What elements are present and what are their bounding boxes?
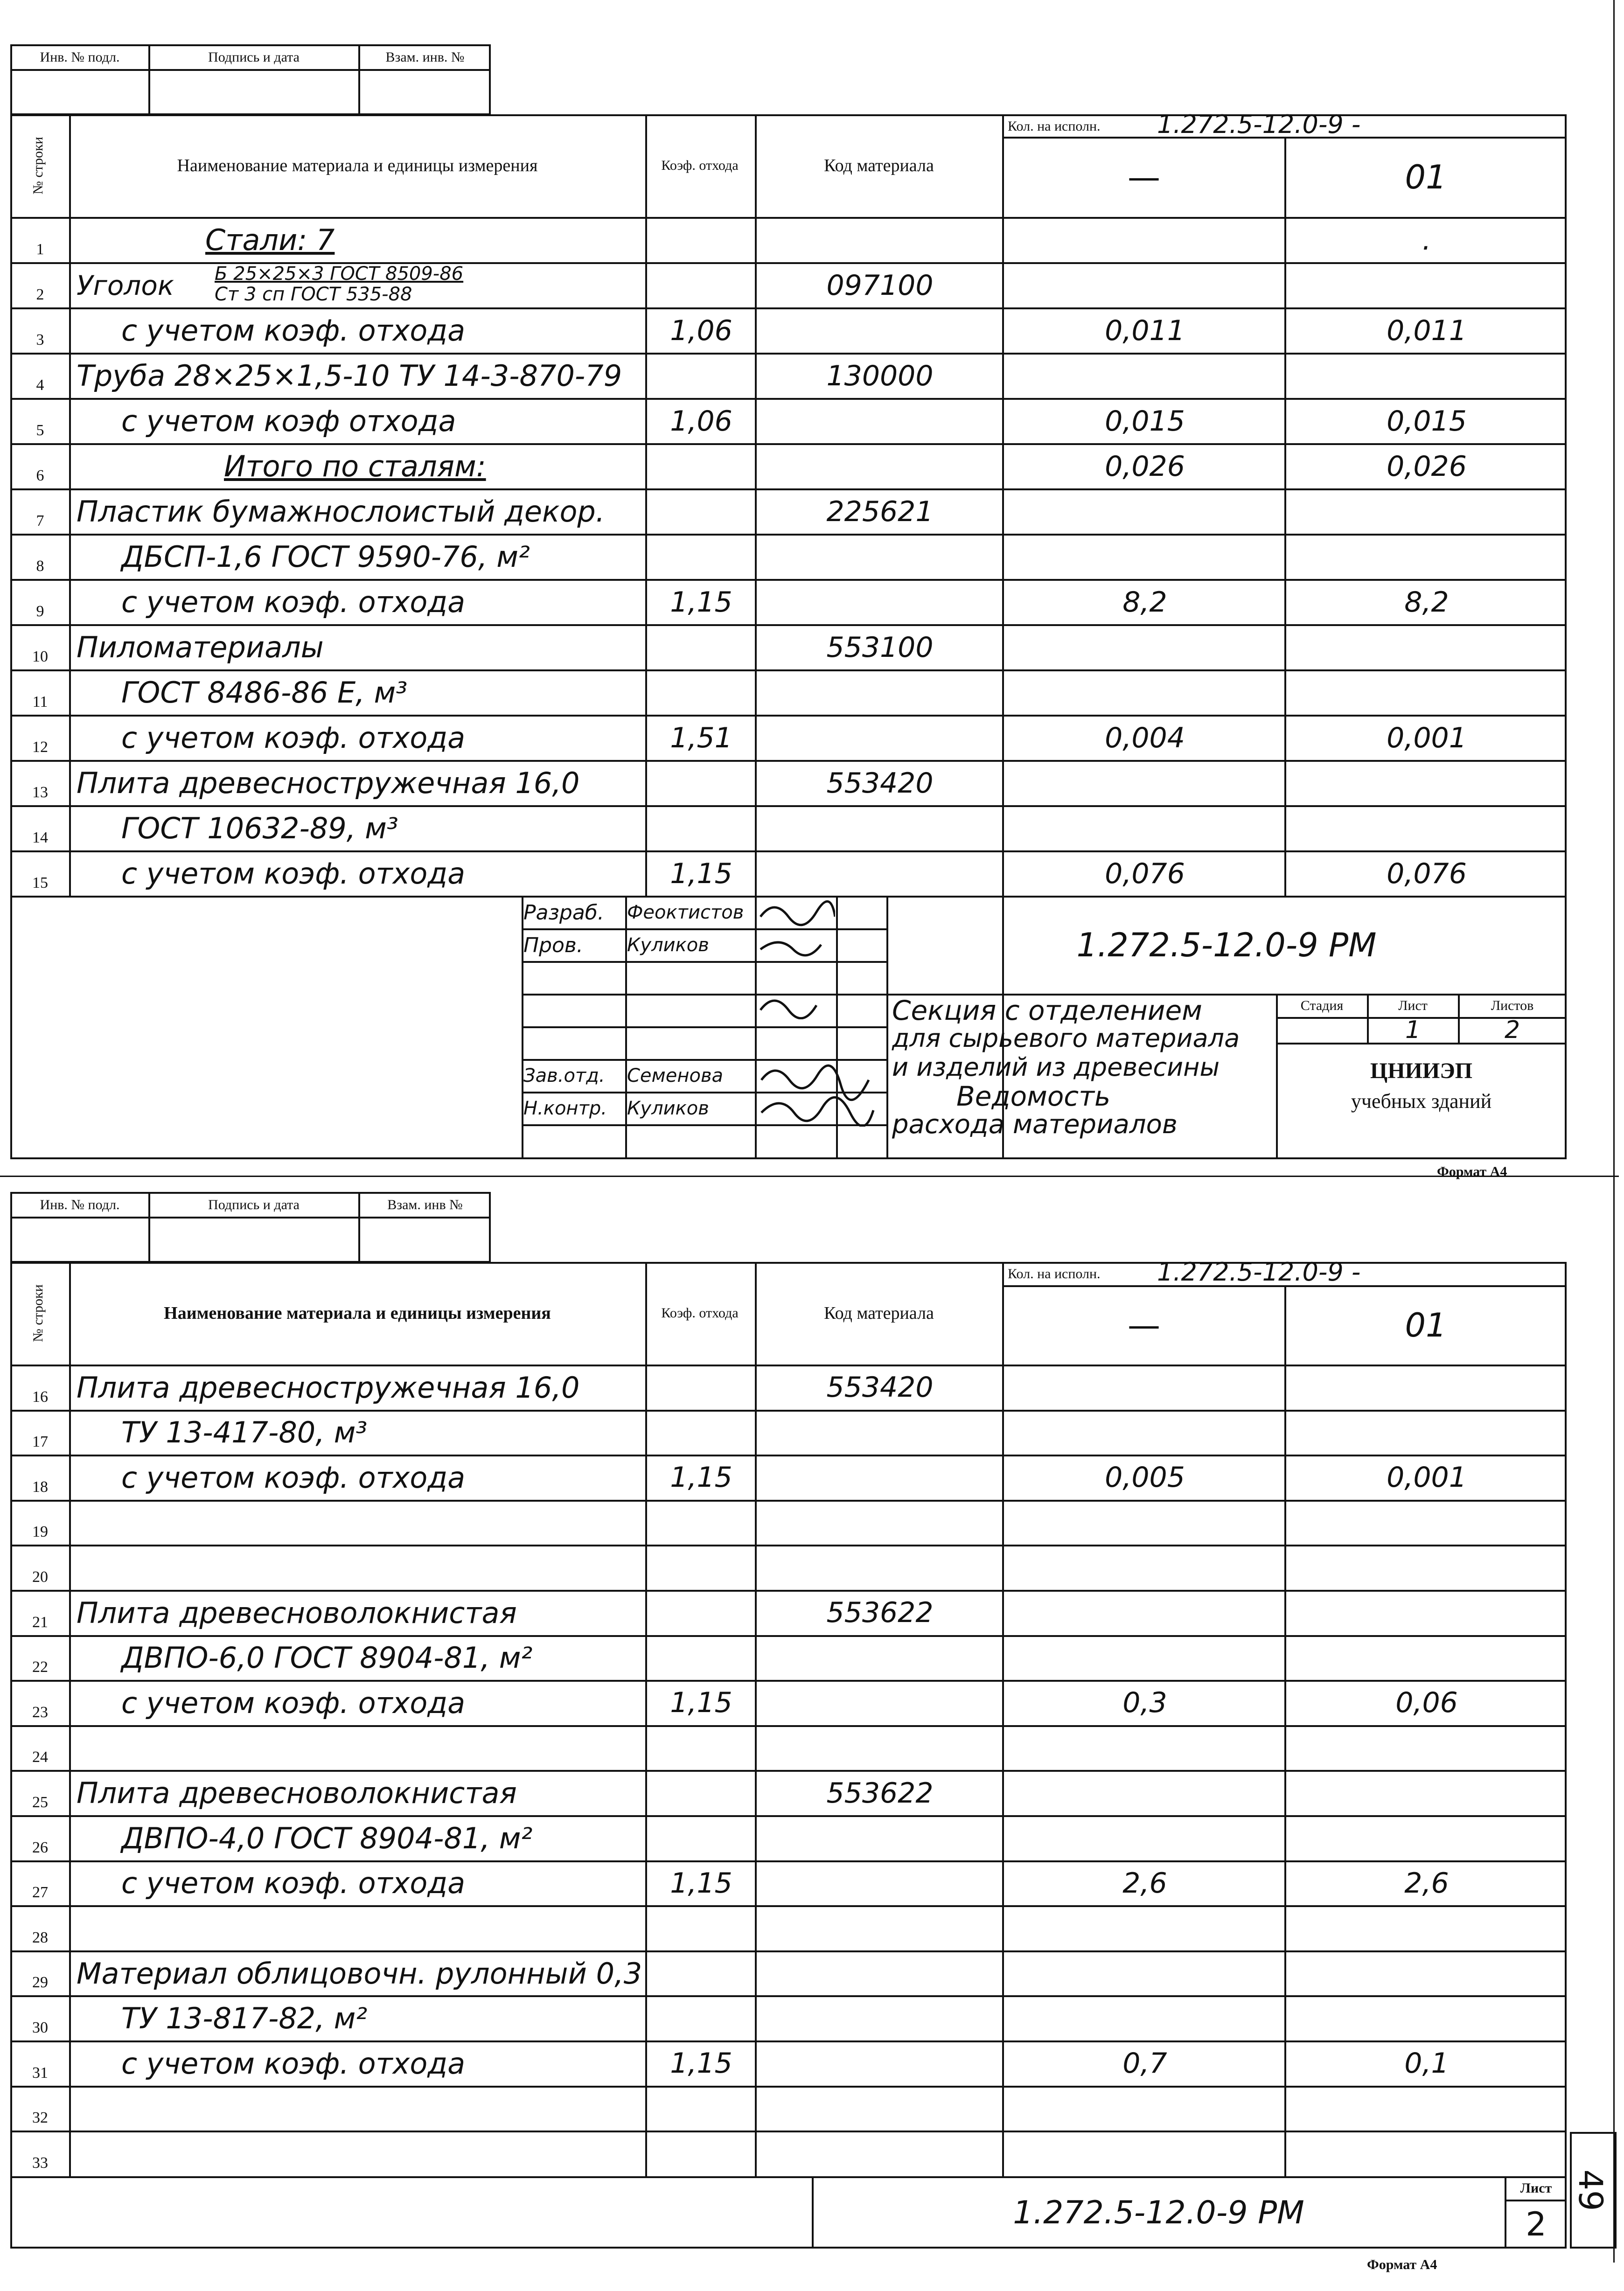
row-number: 14 [32,829,48,846]
material-code [759,536,1001,578]
waste-coefficient [648,1637,754,1679]
row-number: 23 [32,1703,48,1721]
material-name: Плита древесноволокнистая [77,1776,517,1811]
waste-coefficient [648,490,754,533]
row-number: 26 [32,1838,48,1856]
quantity-variant-01: 0,011 [1387,314,1467,347]
quantity-variant-dash: 2,6 [1122,1866,1167,1900]
title-doc-code: 1.272.5-12.0-9 РМ [1076,926,1377,964]
footer-doc-code: 1.272.5-12.0-9 РМ [1013,2194,1304,2231]
row-number: 31 [32,2064,48,2082]
waste-coefficient: 1,15 [670,2047,732,2080]
quantity-variant-dash: 0,015 [1105,404,1185,438]
header-coef: Коэф. отхода [661,158,739,173]
quantity-variant-dash [1006,1952,1284,1995]
material-name: с учетом коэф. отхода [121,857,466,891]
waste-coefficient: 1,15 [670,857,732,890]
material-code: 130000 [826,359,934,392]
quantity-variant-01 [1288,626,1565,668]
row-number: 12 [32,738,48,756]
row-number: 25 [32,1793,48,1811]
zav-label: Зав.отд. [523,1065,605,1086]
title-desc-3: и изделий из древесины [892,1052,1220,1082]
material-name: Пиломатериалы [77,630,324,664]
quantity-variant-dash [1006,807,1284,850]
quantity-variant-01 [1288,536,1565,578]
quantity-variant-01 [1288,1772,1565,1814]
material-name [75,2088,644,2130]
header-qty-label: Кол. на исполн. [1008,118,1101,134]
razrab-name: Феоктистов [627,902,744,923]
waste-coefficient [648,1546,754,1589]
quantity-variant-01 [1288,807,1565,850]
waste-coefficient [648,1412,754,1454]
quantity-variant-dash [1006,1366,1284,1409]
material-code [759,1546,1001,1589]
row-number: 1 [36,241,44,258]
material-name: с учетом коэф. отхода [121,2046,466,2081]
material-code: 553622 [826,1596,934,1629]
quantity-variant-01: 8,2 [1404,585,1449,619]
quantity-variant-dash [1006,1502,1284,1544]
material-name [75,1727,644,1769]
quantity-variant-dash: 0,026 [1105,450,1185,483]
header-code: Код материала [824,156,934,175]
waste-coefficient [648,536,754,578]
title-desc-5: расхода материалов [892,1109,1178,1140]
material-code: 553622 [826,1776,934,1810]
row-number: 7 [36,512,44,529]
quantity-variant-01: 0,001 [1387,1461,1467,1494]
header-coef-2: Коэф. отхода [661,1305,739,1321]
material-code [759,2088,1001,2130]
row-number: 27 [32,1884,48,1901]
header-qty-code-2: 1.272.5-12.0-9 - [1157,1257,1361,1287]
quantity-variant-dash [1006,1907,1284,1950]
material-name [75,1502,644,1544]
quantity-variant-dash: 0,076 [1105,857,1185,890]
material-name: с учетом коэф отхода [121,404,456,438]
material-code [759,1952,1001,1995]
stage-label: Стадия [1300,998,1344,1013]
material-code [759,581,1001,623]
prov-label: Пров. [523,933,583,957]
sheet-separator [0,1176,1619,1177]
quantity-variant-dash: 0,3 [1122,1686,1167,1720]
zav-name: Семенова [627,1065,724,1086]
material-code [759,2042,1001,2085]
waste-coefficient [648,2088,754,2130]
waste-coefficient [648,1952,754,1995]
quantity-variant-01 [1288,264,1565,306]
waste-coefficient: 1,06 [670,314,732,347]
format-label-1: Формат А4 [1437,1164,1507,1179]
quantity-variant-dash [1006,490,1284,533]
quantity-variant-01 [1288,1907,1565,1950]
row-number: 28 [32,1929,48,1946]
quantity-variant-01: 0,026 [1387,450,1467,483]
material-code [759,1637,1001,1679]
quantity-variant-01 [1288,671,1565,714]
quantity-variant-dash [1006,536,1284,578]
quantity-variant-01 [1288,1366,1565,1409]
material-code [759,1862,1001,1905]
sheet-label: Лист [1398,998,1428,1013]
stamp-vzam-label: Взам. инв. № [385,49,465,65]
waste-coefficient [648,762,754,804]
quantity-variant-dash: 0,005 [1105,1461,1185,1494]
row-number: 18 [32,1478,48,1496]
title-desc-1: Секция с отделением [892,995,1202,1026]
row-number: 17 [32,1433,48,1451]
waste-coefficient [648,1772,754,1814]
material-code [759,1502,1001,1544]
material-code [759,400,1001,442]
row-number: 16 [32,1388,48,1406]
material-code: 225621 [826,495,934,528]
stamp-inv-label: Инв. № подл. [40,49,120,65]
material-name: ТУ 13-417-80, м³ [121,1415,368,1450]
row-number: 2 [36,286,44,303]
material-name: Уголок [77,269,174,301]
waste-coefficient [648,1817,754,1859]
material-name: Плита древесностружечная 16,0 [77,766,580,800]
waste-coefficient [648,264,754,306]
stamp-sign-label: Подпись и дата [208,49,300,65]
row-number: 5 [36,422,44,439]
quantity-variant-01 [1288,2088,1565,2130]
quantity-variant-dash [1006,219,1284,261]
material-code [759,445,1001,487]
quantity-variant-01 [1288,490,1565,533]
waste-coefficient [648,355,754,397]
row-number: 11 [32,693,48,710]
quantity-variant-dash [1006,2088,1284,2130]
waste-coefficient [648,807,754,850]
quantity-variant-01 [1288,355,1565,397]
material-name: ТУ 13-817-82, м² [121,2001,368,2036]
quantity-variant-01: . [1422,223,1431,257]
quantity-variant-01: 2,6 [1404,1866,1449,1900]
waste-coefficient [648,2132,754,2175]
header-name: Наименование материала и единицы измерения [177,156,538,175]
header-col-b-2: 01 [1405,1306,1447,1344]
waste-coefficient [648,1907,754,1950]
page-number: 49 [1571,2169,1610,2211]
quantity-variant-dash [1006,355,1284,397]
row-number: 9 [36,603,44,620]
sheets-value: 2 [1504,1016,1520,1044]
quantity-variant-dash [1006,1546,1284,1589]
stamp-inv-label-2: Инв. № подл. [40,1197,120,1212]
material-code [759,1682,1001,1724]
quantity-variant-01 [1288,1727,1565,1769]
waste-coefficient [648,1997,754,2040]
material-code [759,1456,1001,1499]
waste-coefficient [648,1366,754,1409]
header-col-a-2: — [1128,1306,1160,1344]
quantity-variant-dash [1006,1412,1284,1454]
material-spec-bottom: Ст 3 сп ГОСТ 535-88 [215,284,412,305]
row-number: 24 [32,1748,48,1766]
waste-coefficient: 1,06 [670,404,732,438]
material-name: Пластик бумажнослоистый декор. [77,494,605,529]
prov-name: Куликов [627,934,709,956]
material-code [759,1907,1001,1950]
material-code [759,717,1001,759]
quantity-variant-dash [1006,2132,1284,2175]
quantity-variant-dash [1006,1772,1284,1814]
signature-2 [757,1061,878,1127]
material-code [759,671,1001,714]
quantity-variant-dash: 0,7 [1122,2047,1167,2080]
quantity-variant-dash [1006,1727,1284,1769]
footer-sheet-label: Лист [1520,2180,1552,2196]
material-name: ГОСТ 10632-89, м³ [121,811,398,845]
quantity-variant-01 [1288,2132,1565,2175]
material-code: 553420 [826,1371,934,1404]
waste-coefficient [648,1727,754,1769]
material-name: с учетом коэф. отхода [121,1685,466,1720]
quantity-variant-dash [1006,1817,1284,1859]
material-name: Плита древесностружечная 16,0 [77,1370,580,1405]
material-name: ДВПО-4,0 ГОСТ 8904-81, м² [121,1821,533,1855]
quantity-variant-01 [1288,1637,1565,1679]
material-code: 097100 [826,269,934,302]
stamp-vzam-label-2: Взам. инв № [387,1197,463,1212]
row-number: 20 [32,1568,48,1586]
material-name: с учетом коэф. отхода [121,313,466,348]
material-code [759,852,1001,895]
quantity-variant-dash: 0,011 [1105,314,1185,347]
waste-coefficient: 1,51 [670,721,732,754]
quantity-variant-dash [1006,1997,1284,2040]
right-margin-line [1613,0,1615,2263]
header-rownum: № строки [30,137,46,195]
quantity-variant-01 [1288,1502,1565,1544]
material-code [759,1727,1001,1769]
material-name: с учетом коэф. отхода [121,1866,466,1901]
format-label-2: Формат А4 [1367,2257,1437,2272]
row-number: 21 [32,1613,48,1631]
row-number: 29 [32,1974,48,1992]
title-desc-4: Ведомость [956,1080,1111,1112]
material-code [759,309,1001,352]
quantity-variant-dash [1006,264,1284,306]
quantity-variant-dash: 8,2 [1122,585,1167,619]
header-qty-code: 1.272.5-12.0-9 - [1157,109,1361,139]
nkontr-label: Н.контр. [523,1098,607,1119]
row-number: 32 [32,2109,48,2127]
material-name [75,1546,644,1589]
quantity-variant-dash: 0,004 [1105,721,1185,754]
header-qty-label-2: Кол. на исполн. [1008,1266,1101,1281]
waste-coefficient: 1,15 [670,1866,732,1900]
row-number: 19 [32,1523,48,1541]
row-number: 15 [32,874,48,891]
sheet-value: 1 [1405,1016,1421,1044]
signature-1 [756,898,835,1019]
quantity-variant-01: 0,1 [1404,2047,1449,2080]
razrab-label: Разраб. [523,900,604,925]
material-name: ДВПО-6,0 ГОСТ 8904-81, м² [121,1641,533,1675]
quantity-variant-dash [1006,762,1284,804]
waste-coefficient: 1,15 [670,1461,732,1494]
header-name-2: Наименование материала и единицы измерения [164,1303,551,1323]
waste-coefficient [648,1502,754,1544]
quantity-variant-dash [1006,671,1284,714]
quantity-variant-01: 0,015 [1387,404,1467,438]
quantity-variant-01: 0,001 [1387,721,1467,754]
header-col-b: 01 [1405,158,1447,196]
waste-coefficient [648,626,754,668]
quantity-variant-01 [1288,1997,1565,2040]
material-name: с учетом коэф. отхода [121,1460,466,1495]
waste-coefficient [648,445,754,487]
quantity-variant-dash [1006,1637,1284,1679]
quantity-variant-01: 0,06 [1395,1686,1458,1720]
material-name: с учетом коэф. отхода [121,585,466,619]
material-name: Труба 28×25×1,5-10 ТУ 14-3-870-79 [77,359,622,393]
row-number: 30 [32,2019,48,2036]
material-code [759,1817,1001,1859]
row-number: 4 [36,376,44,394]
quantity-variant-01 [1288,1817,1565,1859]
nkontr-name: Куликов [627,1098,709,1119]
material-name: с учетом коэф. отхода [121,721,466,755]
row-number: 6 [36,467,44,484]
material-name: Плита древесноволокнистая [77,1595,517,1630]
waste-coefficient: 1,15 [670,1686,732,1720]
quantity-variant-01: 0,076 [1387,857,1467,890]
material-name [75,2132,644,2175]
waste-coefficient [648,1592,754,1634]
quantity-variant-01 [1288,1412,1565,1454]
header-col-a: — [1128,158,1160,196]
material-name: Итого по сталям: [224,449,486,483]
row-number: 10 [32,648,48,665]
material-code [759,807,1001,850]
material-code [759,219,1001,261]
quantity-variant-01 [1288,1952,1565,1995]
material-code: 553420 [826,766,934,800]
waste-coefficient [648,219,754,261]
material-code [759,1997,1001,2040]
quantity-variant-dash [1006,1592,1284,1634]
row-number: 13 [32,784,48,801]
waste-coefficient [648,671,754,714]
quantity-variant-01 [1288,1546,1565,1589]
material-code: 553100 [826,631,934,664]
row-number: 3 [36,331,44,348]
material-code [759,2132,1001,2175]
org-name-1: ЦНИИЭП [1370,1058,1473,1083]
title-desc-2: для сырьевого материала [892,1024,1240,1053]
material-name: ДБСП-1,6 ГОСТ 9590-76, м² [121,540,530,574]
waste-coefficient: 1,15 [670,585,732,619]
quantity-variant-dash [1006,626,1284,668]
footer-sheet-value: 2 [1526,2205,1547,2243]
material-spec-top: Б 25×25×3 ГОСТ 8509-86 [215,263,464,285]
row-number: 22 [32,1658,48,1676]
header-code-2: Код материала [824,1303,934,1323]
material-name: Материал облицовочн. рулонный 0,3 [77,1956,642,1991]
material-name [75,1907,644,1950]
sheets-label: Листов [1491,998,1534,1013]
row-number: 8 [36,557,44,575]
material-name: ГОСТ 8486-86 Е, м³ [121,675,408,710]
material-code [759,1412,1001,1454]
quantity-variant-01 [1288,762,1565,804]
stamp-sign-label-2: Подпись и дата [208,1197,300,1212]
material-name: Стали: 7 [205,223,335,257]
header-rownum-2: № строки [30,1284,46,1342]
org-name-2: учебных зданий [1351,1089,1492,1113]
row-number: 33 [32,2154,48,2172]
quantity-variant-01 [1288,1592,1565,1634]
